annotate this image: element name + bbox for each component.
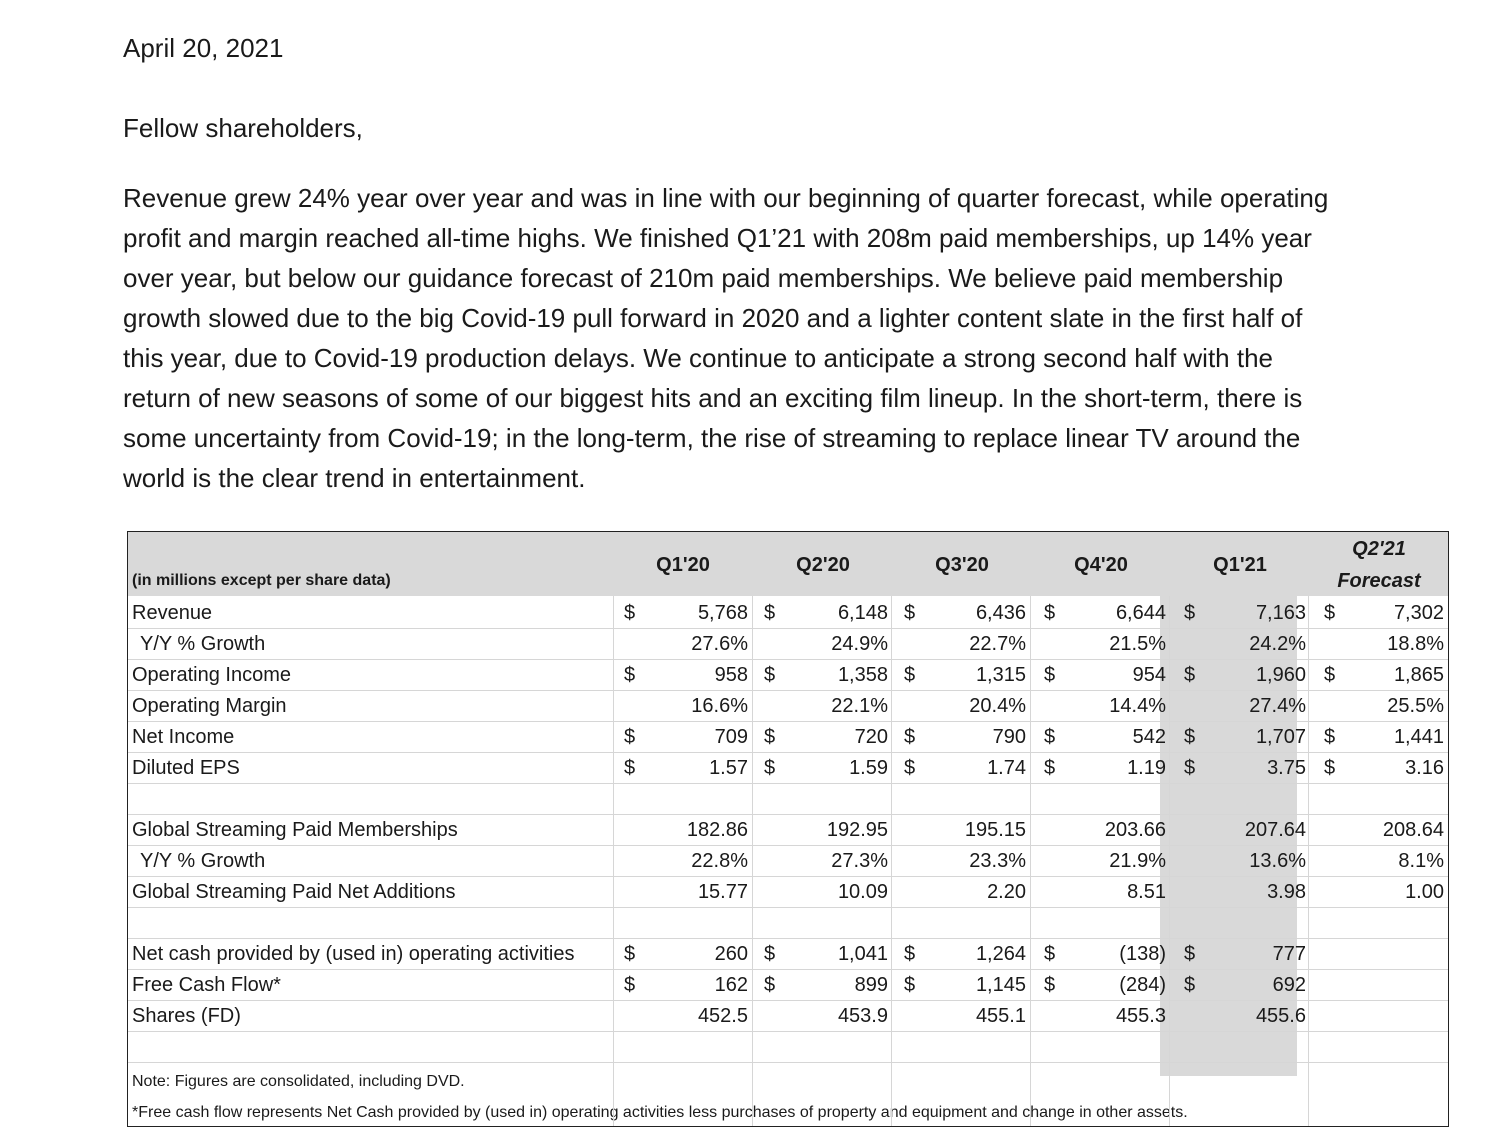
value-cell: 8.51 bbox=[1127, 881, 1166, 903]
dollar-sign: $ bbox=[904, 943, 916, 965]
value-cell: 1.59 bbox=[849, 757, 888, 779]
value-cell bbox=[906, 908, 1026, 939]
table-row bbox=[128, 970, 1448, 1001]
value-cell: 1,865 bbox=[1393, 664, 1444, 686]
column-header: Q4'20 bbox=[1074, 554, 1128, 576]
value-cell: 1.74 bbox=[987, 757, 1026, 779]
table-row bbox=[128, 815, 1448, 846]
value-cell: 2.20 bbox=[987, 881, 1026, 903]
value-cell: 23.3% bbox=[969, 850, 1026, 872]
column-gridline bbox=[1030, 596, 1031, 1126]
dollar-sign: $ bbox=[1184, 726, 1196, 748]
value-cell: 455.3 bbox=[1115, 1005, 1166, 1027]
row-label: Operating Income bbox=[132, 664, 291, 686]
table-row bbox=[128, 877, 1448, 908]
dollar-sign: $ bbox=[1044, 664, 1056, 686]
value-cell: 25.5% bbox=[1387, 695, 1444, 717]
paragraph-line: some uncertainty from Covid-19; in the long-term, the rise of streaming to replace linear TV around the bbox=[123, 423, 1301, 453]
column-gridline bbox=[891, 596, 892, 1126]
dollar-sign: $ bbox=[624, 974, 636, 996]
dollar-sign: $ bbox=[904, 757, 916, 779]
value-cell: 1.00 bbox=[1405, 881, 1444, 903]
value-cell bbox=[768, 784, 888, 815]
value-cell bbox=[1046, 908, 1166, 939]
table-row bbox=[128, 598, 1448, 629]
value-cell: 192.95 bbox=[826, 819, 888, 841]
dollar-sign: $ bbox=[904, 602, 916, 624]
dollar-sign: $ bbox=[1044, 757, 1056, 779]
value-cell: 21.5% bbox=[1109, 633, 1166, 655]
value-cell bbox=[1324, 939, 1444, 970]
value-cell: 21.9% bbox=[1109, 850, 1166, 872]
row-label: Y/Y % Growth bbox=[140, 850, 266, 872]
table-row bbox=[128, 722, 1448, 753]
value-cell: 207.64 bbox=[1244, 819, 1306, 841]
value-cell: 1,315 bbox=[975, 664, 1026, 686]
value-cell: 24.2% bbox=[1249, 633, 1306, 655]
dollar-sign: $ bbox=[624, 664, 636, 686]
value-cell: 958 bbox=[714, 664, 748, 686]
row-label: Net cash provided by (used in) operating activities bbox=[132, 943, 575, 965]
paragraph-line: this year, due to Covid-19 production delays. We continue to anticipate a strong second half with the bbox=[123, 343, 1273, 373]
row-label: Shares (FD) bbox=[132, 1005, 241, 1027]
column-gridline bbox=[1169, 596, 1170, 1126]
value-cell: 162 bbox=[714, 974, 748, 996]
dollar-sign: $ bbox=[1184, 974, 1196, 996]
value-cell: 1,707 bbox=[1255, 726, 1306, 748]
value-cell bbox=[1324, 1032, 1444, 1063]
value-cell: 899 bbox=[854, 974, 888, 996]
value-cell bbox=[628, 784, 748, 815]
value-cell: 22.8% bbox=[691, 850, 748, 872]
value-cell: 720 bbox=[854, 726, 888, 748]
table-row bbox=[128, 1001, 1448, 1032]
value-cell bbox=[1324, 784, 1444, 815]
value-cell: 777 bbox=[1272, 943, 1306, 965]
paragraph-line: return of new seasons of some of our biggest hits and an exciting film lineup. In the short-term, there is bbox=[123, 383, 1303, 413]
column-header: Q1'20 bbox=[656, 554, 710, 576]
letter-paragraph bbox=[123, 178, 1403, 498]
row-label: Free Cash Flow* bbox=[132, 974, 281, 996]
table-row bbox=[128, 660, 1448, 691]
value-cell: 182.86 bbox=[686, 819, 748, 841]
value-cell bbox=[768, 1032, 888, 1063]
value-cell bbox=[628, 1032, 748, 1063]
value-cell: 5,768 bbox=[697, 602, 748, 624]
value-cell: 10.09 bbox=[837, 881, 888, 903]
table-row bbox=[128, 784, 1448, 815]
value-cell: 24.9% bbox=[831, 633, 888, 655]
value-cell: 3.98 bbox=[1267, 881, 1306, 903]
value-cell: 195.15 bbox=[964, 819, 1026, 841]
row-label: Global Streaming Paid Net Additions bbox=[132, 881, 456, 903]
value-cell: 452.5 bbox=[697, 1005, 748, 1027]
row-label: Operating Margin bbox=[132, 695, 287, 717]
dollar-sign: $ bbox=[1044, 726, 1056, 748]
dollar-sign: $ bbox=[764, 974, 776, 996]
table-row bbox=[128, 846, 1448, 877]
dollar-sign: $ bbox=[764, 664, 776, 686]
value-cell bbox=[1324, 908, 1444, 939]
column-gridline bbox=[613, 596, 614, 1126]
value-cell: 692 bbox=[1272, 974, 1306, 996]
paragraph-line: over year, but below our guidance forecast of 210m paid memberships. We believe paid membership bbox=[123, 263, 1284, 293]
dollar-sign: $ bbox=[1044, 943, 1056, 965]
dollar-sign: $ bbox=[1044, 602, 1056, 624]
row-label: Net Income bbox=[132, 726, 235, 748]
table-row bbox=[128, 691, 1448, 722]
column-header: Q3'20 bbox=[935, 554, 989, 576]
value-cell: 1,041 bbox=[837, 943, 888, 965]
table-row bbox=[128, 753, 1448, 784]
value-cell: 27.3% bbox=[831, 850, 888, 872]
value-cell: 1,264 bbox=[975, 943, 1026, 965]
dollar-sign: $ bbox=[764, 757, 776, 779]
dollar-sign: $ bbox=[904, 726, 916, 748]
value-cell bbox=[628, 908, 748, 939]
row-label: Revenue bbox=[132, 602, 213, 624]
dollar-sign: $ bbox=[624, 726, 636, 748]
value-cell: 27.6% bbox=[691, 633, 748, 655]
column-gridline bbox=[1308, 596, 1309, 1126]
value-cell: 22.1% bbox=[831, 695, 888, 717]
dollar-sign: $ bbox=[1184, 664, 1196, 686]
table-row bbox=[128, 629, 1448, 660]
table-row bbox=[128, 939, 1448, 970]
value-cell: 16.6% bbox=[691, 695, 748, 717]
value-cell: 1,358 bbox=[837, 664, 888, 686]
dollar-sign: $ bbox=[764, 726, 776, 748]
value-cell bbox=[1186, 1032, 1306, 1063]
value-cell: 203.66 bbox=[1104, 819, 1166, 841]
value-cell: 1,145 bbox=[975, 974, 1026, 996]
value-cell bbox=[906, 1032, 1026, 1063]
value-cell: 542 bbox=[1132, 726, 1166, 748]
value-cell: 709 bbox=[714, 726, 748, 748]
dollar-sign: $ bbox=[1324, 664, 1336, 686]
value-cell: 1.57 bbox=[709, 757, 748, 779]
value-cell: 13.6% bbox=[1249, 850, 1306, 872]
value-cell bbox=[768, 908, 888, 939]
row-label: Y/Y % Growth bbox=[140, 633, 266, 655]
paragraph-line: world is the clear trend in entertainment. bbox=[123, 463, 586, 493]
dollar-sign: $ bbox=[764, 943, 776, 965]
dollar-sign: $ bbox=[1324, 757, 1336, 779]
value-cell bbox=[1186, 908, 1306, 939]
dollar-sign: $ bbox=[624, 757, 636, 779]
value-cell: 14.4% bbox=[1109, 695, 1166, 717]
value-cell: 3.75 bbox=[1267, 757, 1306, 779]
forecast-header-label: Forecast bbox=[1337, 570, 1421, 592]
value-cell: 6,148 bbox=[837, 602, 888, 624]
value-cell: 3.16 bbox=[1405, 757, 1444, 779]
dollar-sign: $ bbox=[624, 602, 636, 624]
value-cell bbox=[1046, 1032, 1166, 1063]
value-cell bbox=[1046, 784, 1166, 815]
value-cell: 7,163 bbox=[1255, 602, 1306, 624]
value-cell: 455.6 bbox=[1255, 1005, 1306, 1027]
value-cell: (284) bbox=[1119, 974, 1166, 996]
value-cell: 954 bbox=[1132, 664, 1166, 686]
dollar-sign: $ bbox=[764, 602, 776, 624]
footnote: *Free cash flow represents Net Cash provided by (used in) operating activities less purchases of property and equipment and change in other assets. bbox=[132, 1104, 1188, 1121]
dollar-sign: $ bbox=[1044, 974, 1056, 996]
paragraph-line: profit and margin reached all-time highs. We finished Q1’21 with 208m paid memberships, up 14% year bbox=[123, 223, 1312, 253]
value-cell: 7,302 bbox=[1393, 602, 1444, 624]
value-cell: (138) bbox=[1119, 943, 1166, 965]
financial-summary-table bbox=[127, 531, 1449, 1127]
value-cell: 453.9 bbox=[837, 1005, 888, 1027]
dollar-sign: $ bbox=[1184, 757, 1196, 779]
paragraph-line: growth slowed due to the big Covid-19 pull forward in 2020 and a lighter content slate in the first half of bbox=[123, 303, 1303, 333]
column-gridline bbox=[752, 596, 753, 1126]
dollar-sign: $ bbox=[1324, 726, 1336, 748]
value-cell: 15.77 bbox=[697, 881, 748, 903]
dollar-sign: $ bbox=[624, 943, 636, 965]
value-cell: 6,644 bbox=[1115, 602, 1166, 624]
dollar-sign: $ bbox=[904, 974, 916, 996]
row-label: Diluted EPS bbox=[132, 757, 240, 779]
value-cell: 8.1% bbox=[1398, 850, 1444, 872]
value-cell bbox=[1324, 970, 1444, 1001]
value-cell: 260 bbox=[714, 943, 748, 965]
value-cell: 6,436 bbox=[975, 602, 1026, 624]
units-label: (in millions except per share data) bbox=[132, 572, 391, 589]
value-cell: 20.4% bbox=[969, 695, 1026, 717]
letter-greeting: Fellow shareholders, bbox=[123, 113, 363, 143]
value-cell: 18.8% bbox=[1387, 633, 1444, 655]
paragraph-line: Revenue grew 24% year over year and was in line with our beginning of quarter forecast, while operating bbox=[123, 183, 1329, 213]
column-header: Q2'20 bbox=[796, 554, 850, 576]
value-cell: 208.64 bbox=[1382, 819, 1444, 841]
dollar-sign: $ bbox=[1184, 943, 1196, 965]
dollar-sign: $ bbox=[1184, 602, 1196, 624]
value-cell bbox=[1186, 784, 1306, 815]
column-header: Q1'21 bbox=[1213, 554, 1267, 576]
table-row bbox=[128, 1032, 1448, 1063]
dollar-sign: $ bbox=[1324, 602, 1336, 624]
value-cell: 27.4% bbox=[1249, 695, 1306, 717]
forecast-header: Q2'21 bbox=[1352, 538, 1406, 560]
letter-date: April 20, 2021 bbox=[123, 33, 284, 63]
table-note: Note: Figures are consolidated, including DVD. bbox=[132, 1073, 465, 1090]
value-cell: 1.19 bbox=[1127, 757, 1166, 779]
value-cell: 790 bbox=[992, 726, 1026, 748]
value-cell bbox=[1324, 1001, 1444, 1032]
value-cell: 22.7% bbox=[969, 633, 1026, 655]
value-cell: 455.1 bbox=[975, 1005, 1026, 1027]
value-cell: 1,960 bbox=[1255, 664, 1306, 686]
table-row bbox=[128, 908, 1448, 939]
row-label: Global Streaming Paid Memberships bbox=[132, 819, 458, 841]
dollar-sign: $ bbox=[904, 664, 916, 686]
value-cell: 1,441 bbox=[1393, 726, 1444, 748]
value-cell bbox=[906, 784, 1026, 815]
